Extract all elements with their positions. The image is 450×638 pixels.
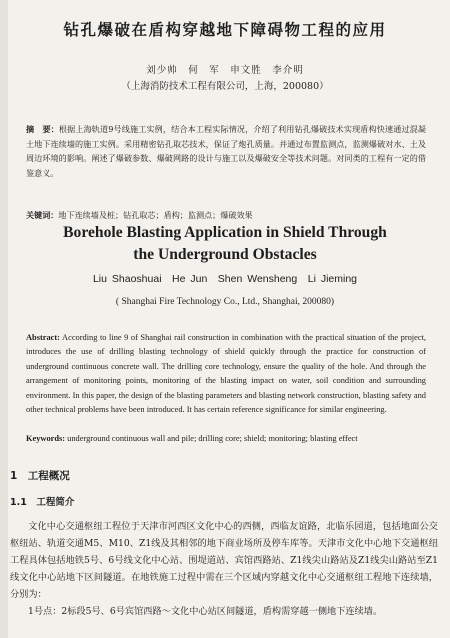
chinese-abstract-label: 摘 要： <box>26 124 59 134</box>
chinese-abstract <box>26 122 426 180</box>
english-abstract-label: Abstract: <box>26 333 60 342</box>
body-paragraph-text: 1号点：2标段5号、6号宾馆西路～文化中心站区间隧道，盾构需穿越一侧地下连续墙。 <box>28 606 383 617</box>
english-keywords-label: Keywords: <box>26 434 66 443</box>
chinese-keywords-label: 关键词： <box>26 210 59 220</box>
chinese-title: 钻孔爆破在盾构穿越地下障碍物工程的应用 <box>63 21 387 39</box>
english-abstract-text: According to line 9 of Shanghai rail construction in combination with the practical situation of the project, introduces the use of drilling blasting technology of shield quickly through the practice for construction of underground continuous concrete wall. The drilling core technology, ensure the quality of the hole. And through the arrangement of monitoring points, monitoring of the blasting impact on water, soil condition and surrounding environment. In this paper, the design of the blasting parameters and blasting network construction, blasting safety and other technical problems have been introduced. It has certain reference significance for similar engineering. <box>26 333 426 415</box>
english-keywords-text: underground continuous wall and pile; drilling core; shield; monitoring; blasting effect <box>65 434 358 443</box>
chinese-keywords-text: 地下连续墙及桩；钻孔取芯；盾构；监测点；爆破效果 <box>58 210 253 220</box>
english-title-text: Borehole Blasting Application in Shield Through the Underground Obstacles <box>63 224 387 263</box>
chinese-keywords <box>26 210 426 221</box>
english-affiliation: ( Shanghai Fire Technology Co., Ltd., Shanghai, 200080) <box>115 297 335 307</box>
english-abstract <box>26 331 426 417</box>
body-paragraph-text: 文化中心交通枢纽工程位于天津市河西区文化中心的西侧，西临友谊路，北临乐园道，包括地面公交枢纽站、轨道交通M5、M10、Z1线及其相邻的地下商业场所及停车库等。天津市文化中心地下交通枢纽工程具体包括地铁5号、6号线文化中心站、围堤道站、宾馆西路站、Z1线尖山路站及Z1线尖山路站至Z1线文化中心站地下区间隧道。在地铁施工过程中需在三个区域内穿越文化中心交通枢纽工程地下连续墙，分别为： <box>10 521 438 600</box>
section-heading: 1 工程概况 <box>10 470 70 482</box>
body-paragraph <box>10 603 438 620</box>
chinese-abstract-text: 根据上海轨道9号线施工实例，结合本工程实际情况，介绍了利用钻孔爆破技术实现盾构快速通过混凝土地下连续墙的施工实例。采用精密钻孔取芯技术，保证了炮孔质量。并通过布置监测点，监测爆破对水、土及周边环境的影响。阐述了爆破参数、爆破网路的设计与施工以及爆破安全等技术问题。对同类的工程有一定的借鉴意义。 <box>26 124 426 178</box>
page-edge-shadow <box>0 0 8 638</box>
english-keywords <box>26 434 426 443</box>
chinese-affiliation: （上海消防技术工程有限公司，上海，200080） <box>121 81 329 92</box>
body-paragraph <box>10 518 438 603</box>
subsection-heading: 1.1 工程简介 <box>10 497 75 508</box>
english-authors: Liu Shaoshuai He Jun Shen Wensheng Li Jieming <box>92 273 358 285</box>
body-text <box>10 518 438 620</box>
english-title <box>0 222 450 266</box>
chinese-authors: 刘少帅 何 军 申文胜 李介明 <box>146 65 304 76</box>
